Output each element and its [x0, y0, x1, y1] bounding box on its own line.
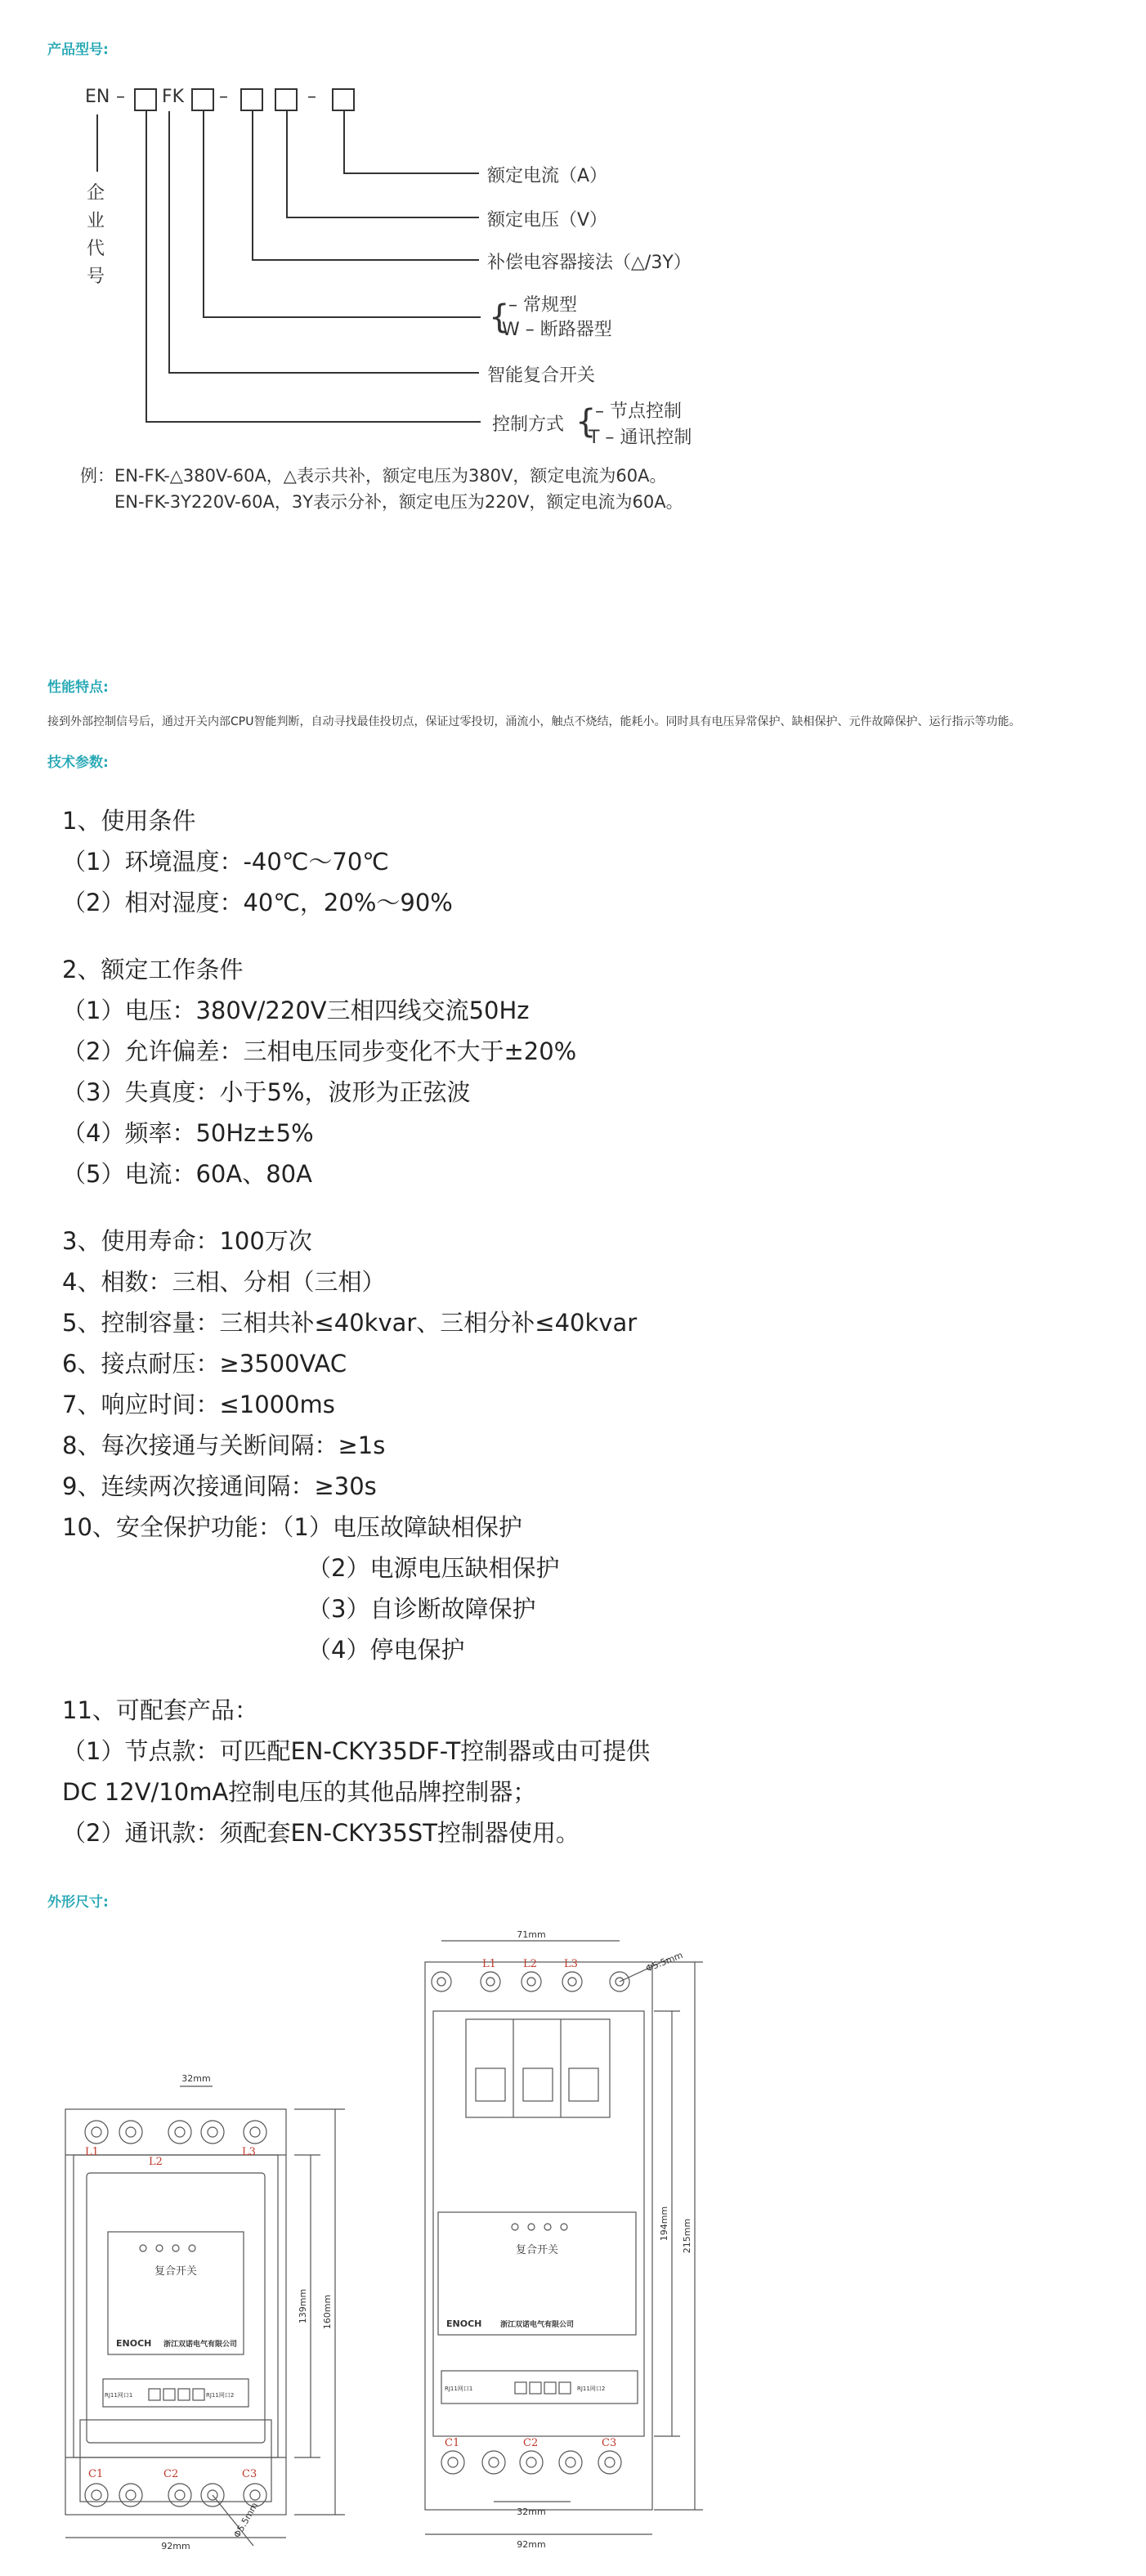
model-prefix: EN: [85, 87, 110, 107]
param-line: （2）允许偏差：三相电压同步变化不大于±20%: [62, 1037, 577, 1065]
code-box-5: [332, 88, 355, 111]
type-breaker: W – 断路器型: [502, 320, 612, 340]
connector-label-1: RJ11网口1: [105, 2392, 133, 2399]
dim-height-outer: 160mm: [322, 2294, 333, 2330]
terminal-c3: C3: [242, 2468, 257, 2480]
terminal-l2: L2: [149, 2156, 163, 2168]
param-line: 8、每次接通与关断间隔：≥1s: [62, 1431, 386, 1459]
param-line: 3、使用寿命：100万次: [62, 1227, 312, 1255]
terminal-l3: L3: [564, 1958, 578, 1970]
param-line: （1）节点款：可匹配EN-CKY35DF-T控制器或由可提供: [62, 1737, 651, 1765]
features-text: 接到外部控制信号后，通过开关内部CPU智能判断，自动寻找最佳投切点，保证过零投切，涌流小，触点不烧结，能耗小。同时具有电压异常保护、缺相保护、元件故障保护、运行指示等功能。: [47, 715, 1021, 728]
type-normal: – 常规型: [508, 295, 577, 316]
dim-top-width: 71mm: [517, 1929, 546, 1940]
terminal-c2: C2: [523, 2437, 539, 2449]
item-smart-switch: 智能复合开关: [487, 365, 596, 386]
dimension-drawing-large: [409, 1929, 736, 2551]
param-line: （2）相对湿度：40℃，20%～90%: [62, 889, 453, 916]
connector-label-2: RJ11网口2: [577, 2386, 606, 2392]
dim-bottom-inner: 32mm: [517, 2507, 546, 2517]
param-line: （2）电源电压缺相保护: [307, 1554, 560, 1582]
param-line: 2、额定工作条件: [62, 956, 244, 983]
param-line: （1）电压：380V/220V三相四线交流50Hz: [62, 997, 530, 1024]
dim-height-inner: 139mm: [298, 2288, 308, 2324]
type-brace: {: [489, 298, 510, 336]
tech-section-title: 技术参数:: [47, 755, 109, 771]
brand-logo: ENOCH: [446, 2318, 482, 2329]
param-line: 7、响应时间：≤1000ms: [62, 1391, 335, 1418]
terminal-l2: L2: [523, 1958, 537, 1970]
param-line: （5）电流：60A、80A: [62, 1160, 312, 1188]
param-line: （4）频率：50Hz±5%: [62, 1119, 314, 1147]
param-line: 4、相数：三相、分相（三相）: [62, 1268, 386, 1296]
dim-height-outer: 215mm: [682, 2218, 692, 2254]
dim-hole: Φ5.5mm: [231, 2500, 261, 2540]
control-comm: T – 通讯控制: [589, 428, 692, 448]
param-line: DC 12V/10mA控制电压的其他品牌控制器；: [62, 1778, 537, 1806]
panel-title: 复合开关: [154, 2265, 198, 2278]
terminal-c2: C2: [163, 2468, 179, 2480]
dimension-drawing-small: [57, 2068, 368, 2551]
brand-logo: ENOCH: [116, 2338, 152, 2349]
terminal-c1: C1: [445, 2437, 460, 2449]
model-example-1: 例：EN-FK-△380V-60A，△表示共补，额定电压为380V，额定电流为60A。: [80, 466, 667, 486]
panel-title: 复合开关: [515, 2244, 559, 2256]
dim-top-width: 32mm: [181, 2073, 211, 2084]
model-fk: FK: [162, 87, 185, 107]
terminal-l1: L1: [482, 1958, 496, 1970]
terminal-c3: C3: [602, 2437, 617, 2449]
code-box-3: [240, 88, 263, 111]
param-line: 11、可配套产品：: [62, 1696, 258, 1724]
model-section-title: 产品型号:: [47, 42, 109, 58]
connector-label-2: RJ11网口2: [206, 2392, 235, 2399]
param-line: （2）通讯款：须配套EN-CKY35ST控制器使用。: [62, 1819, 580, 1847]
terminal-c1: C1: [88, 2468, 104, 2480]
param-line: （3）自诊断故障保护: [307, 1595, 536, 1623]
dim-bottom-width: 92mm: [517, 2539, 546, 2550]
model-dash: –: [307, 87, 316, 107]
item-rated-current: 额定电流（A）: [487, 166, 608, 186]
item-control-mode: 控制方式: [492, 414, 565, 435]
terminal-l3: L3: [242, 2146, 256, 2158]
dims-section-title: 外形尺寸:: [47, 1894, 109, 1911]
param-line: 9、连续两次接通间隔：≥30s: [62, 1472, 377, 1500]
param-line: 6、接点耐压：≥3500VAC: [62, 1350, 347, 1378]
code-box-2: [191, 88, 214, 111]
param-line: 10、安全保护功能：（1）电压故障缺相保护: [62, 1513, 522, 1541]
dim-bottom-width: 92mm: [161, 2541, 190, 2551]
param-line: （3）失真度：小于5%，波形为正弦波: [62, 1078, 471, 1106]
code-box-4: [275, 88, 298, 111]
connector-label-1: RJ11网口1: [445, 2386, 473, 2392]
param-line: （4）停电保护: [307, 1636, 465, 1664]
control-brace: {: [575, 403, 597, 441]
dim-height-inner: 194mm: [659, 2206, 669, 2242]
model-example-2: EN-FK-3Y220V-60A，3Y表示分补，额定电压为220V，额定电流为60A。: [114, 492, 683, 512]
control-node: – 节点控制: [595, 401, 682, 422]
model-code-diagram: [0, 0, 1146, 572]
dim-hole: Φ5.5mm: [644, 1949, 685, 1974]
terminal-l1: L1: [85, 2146, 99, 2158]
features-section-title: 性能特点:: [47, 679, 109, 696]
item-rated-voltage: 额定电压（V）: [487, 210, 608, 231]
model-dash: –: [116, 87, 125, 107]
company-name: 浙江双诺电气有限公司: [163, 2341, 238, 2349]
model-dash: –: [219, 87, 228, 107]
item-capacitor-connection: 补偿电容器接法（△/3Y）: [487, 253, 692, 273]
param-line: 1、使用条件: [62, 807, 196, 835]
param-line: 5、控制容量：三相共补≤40kvar、三相分补≤40kvar: [62, 1309, 638, 1337]
company-name: 浙江双诺电气有限公司: [500, 2321, 575, 2329]
company-code-label: 企 业 代 号: [87, 183, 105, 287]
param-line: （1）环境温度：-40℃～70℃: [62, 848, 389, 876]
code-box-1: [134, 88, 157, 111]
